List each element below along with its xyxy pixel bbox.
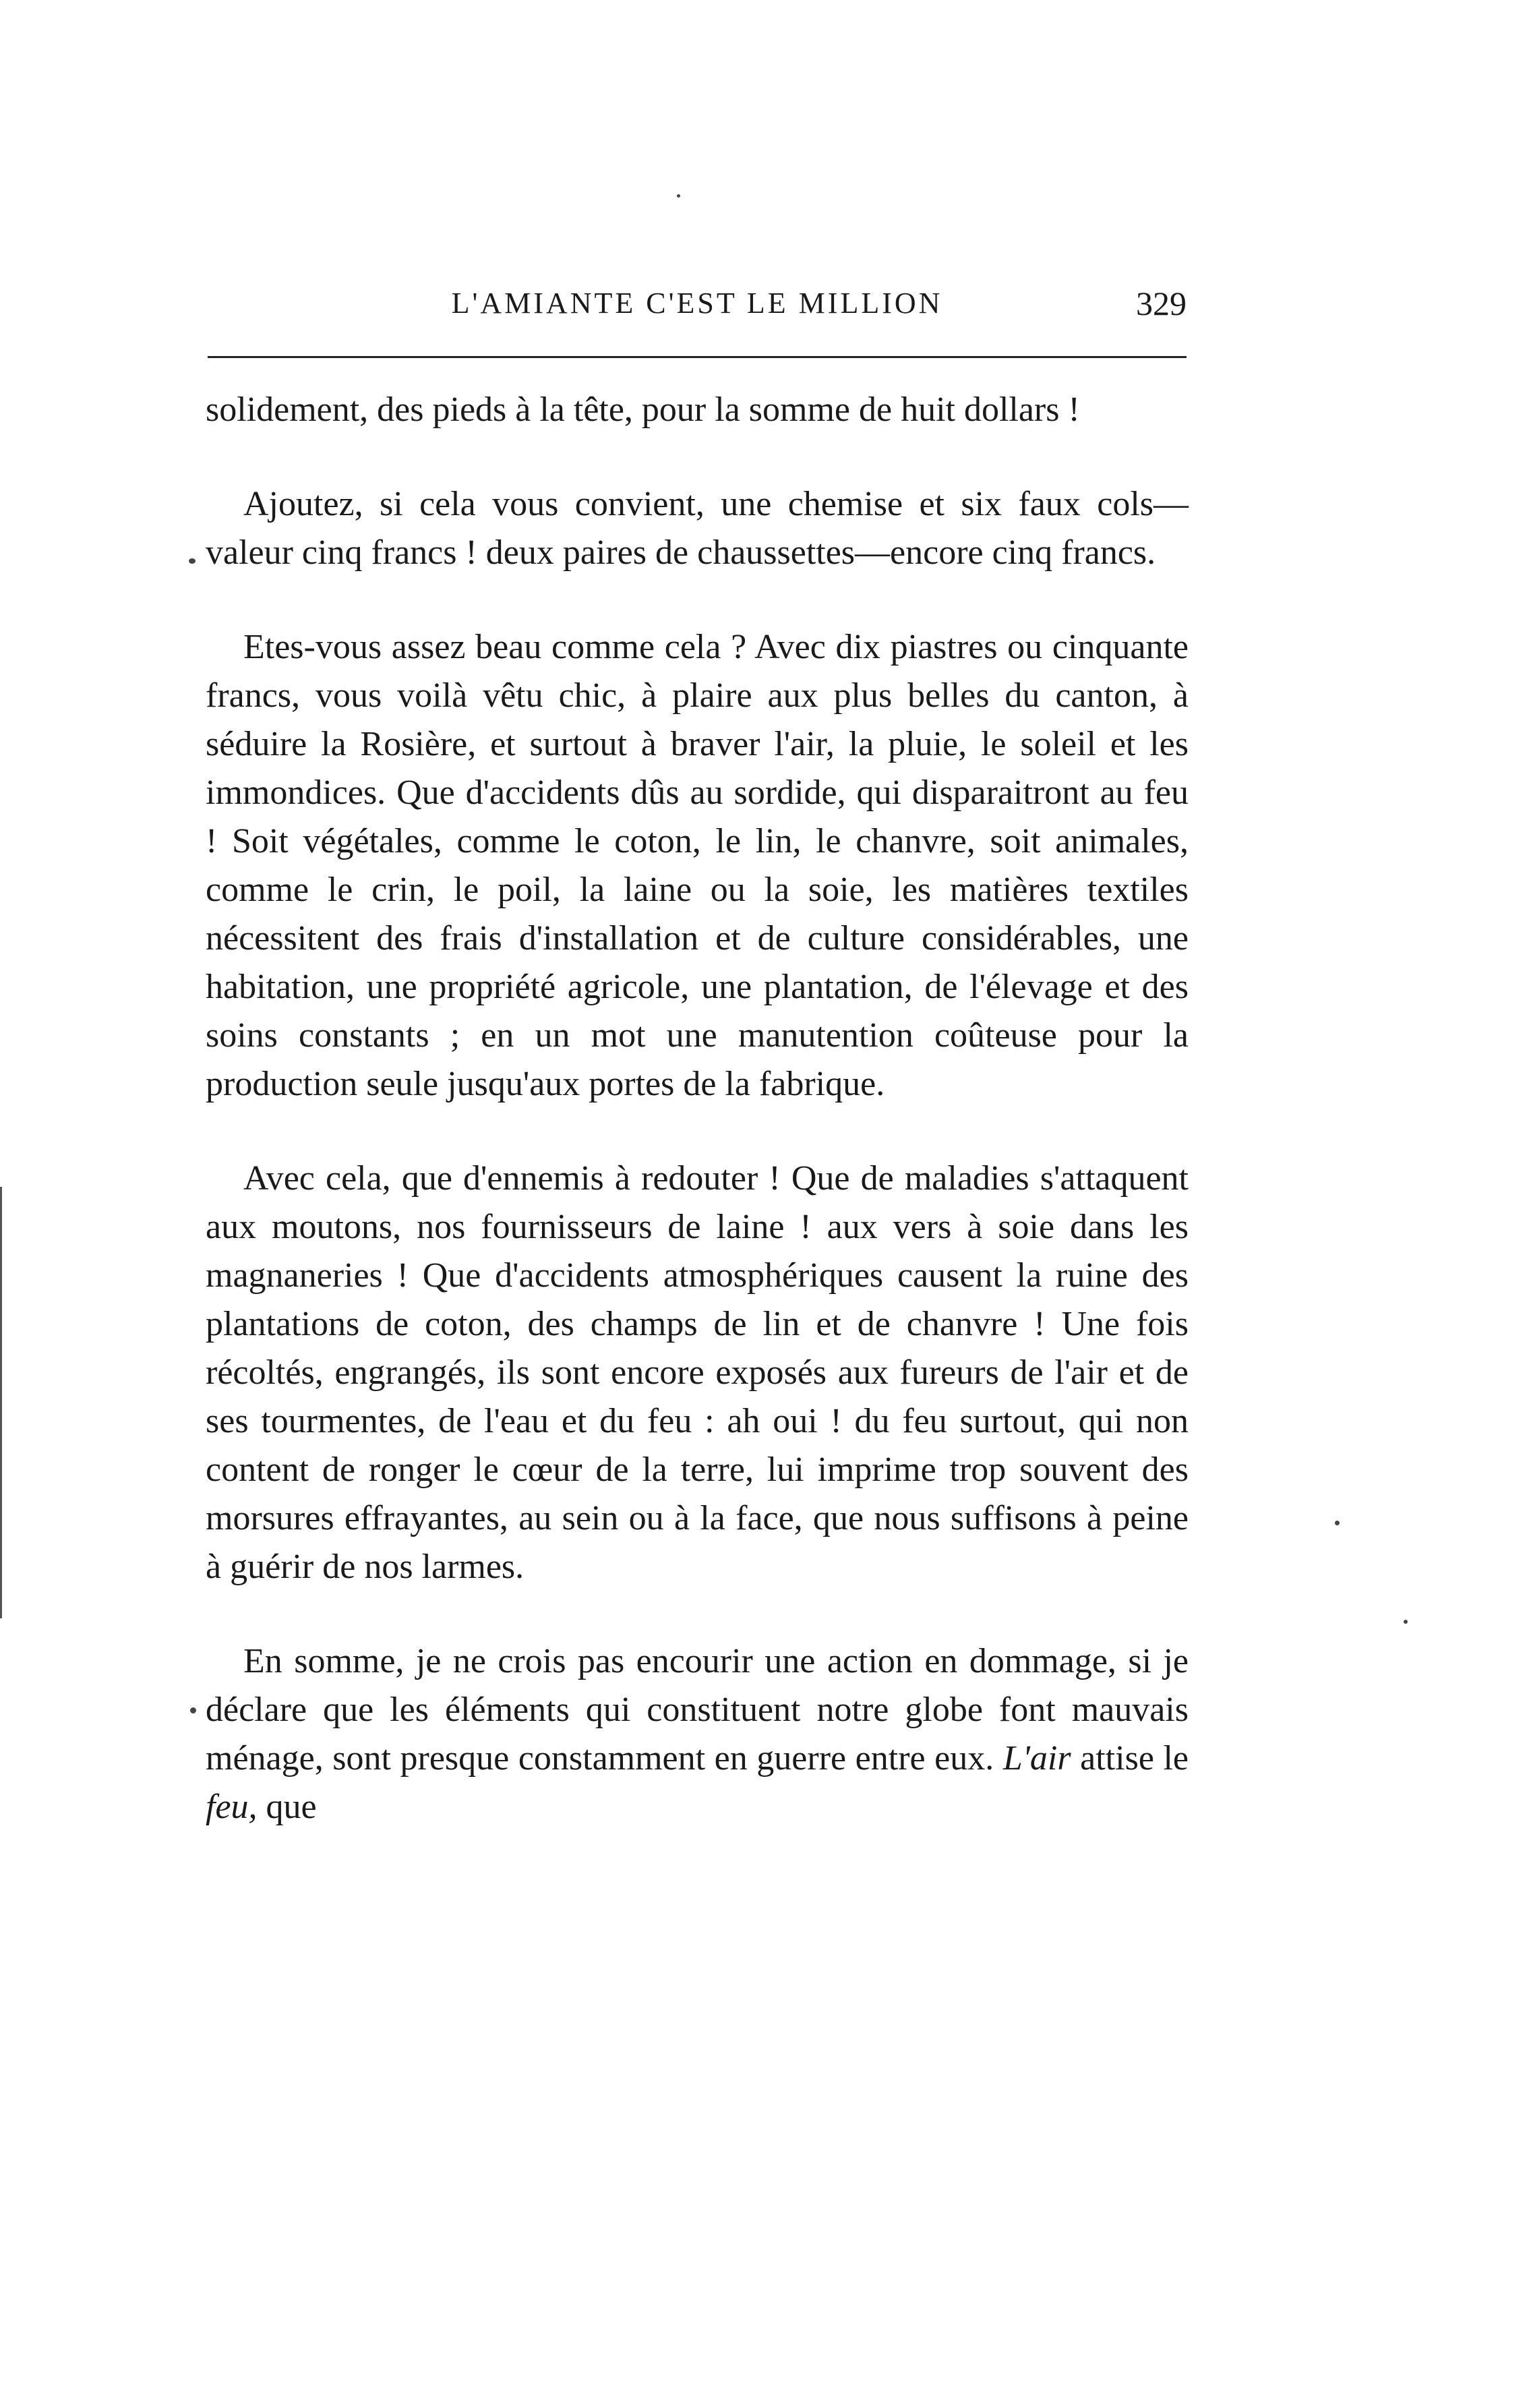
- body-text: [206, 386, 1189, 1831]
- paragraph: Ajoutez, si cela vous convient, une chemise et six faux cols—valeur cinq francs ! deux paires de chaussettes—encore cinq francs.: [206, 485, 1189, 572]
- italic-word-air: L'air: [1002, 1739, 1071, 1778]
- italic-word-feu: feu,: [206, 1788, 258, 1826]
- text-run: En somme, je ne crois pas encourir une action en dommage, si je déclare que les éléments qui constituent notre globe font mauvais ménage, sont presque constamment en guerre entre eux.: [206, 1642, 1189, 1778]
- header-rule: [208, 356, 1187, 358]
- paragraph: Avec cela, que d'ennemis à redouter ! Que de maladies s'attaquent aux moutons, nos fournisseurs de laine ! aux vers à soie dans les magnaneries ! Que d'accidents atmosphériques causent la ruine des plantations de coton, des champs de lin et de chanvre ! Une fois récoltés, engrangés, ils sont encore exposés aux fureurs de l'air et de ses tourmentes, de l'eau et du feu : ah oui ! du feu surtout, qui non content de ronger le cœur de la terre, lui imprime trop souvent des morsures effrayantes, au sein ou à la face, que nous suffisons à peine à guérir de nos larmes.: [206, 1159, 1189, 1586]
- ink-speck: [1335, 1521, 1340, 1525]
- paragraph-final: [206, 1637, 1189, 1831]
- text-run: que: [257, 1788, 317, 1826]
- ink-speck: [189, 558, 196, 564]
- running-title: L'AMIANTE C'EST LE MILLION: [451, 287, 943, 320]
- margin-line: [0, 1187, 2, 1618]
- page-number: 329: [1136, 285, 1187, 322]
- ink-speck: [190, 1707, 196, 1713]
- paragraph: Etes-vous assez beau comme cela ? Avec dix piastres ou cinquante francs, vous voilà vêtu chic, à plaire aux plus belles du canton, à séduire la Rosière, et surtout à braver l'air, la pluie, le soleil et les immondices. Que d'accidents dûs au sordide, qui disparaitront au feu ! Soit végétales, comme le coton, le lin, le chanvre, soit animales, comme le crin, le poil, la laine ou la soie, les matières textiles nécessitent des frais d'installation et de culture considérables, une habitation, une propriété agricole, une plantation, de l'élevage et des soins constants ; en un mot une manutention coûteuse pour la production seule jusqu'aux portes de la fabrique.: [206, 628, 1189, 1103]
- text-run: attise le: [1071, 1739, 1189, 1778]
- paragraph-continuation: solidement, des pieds à la tête, pour la somme de huit dollars !: [206, 390, 1080, 429]
- ink-speck: [677, 194, 680, 198]
- running-head: [208, 280, 1187, 327]
- ink-speck: [1404, 1620, 1408, 1624]
